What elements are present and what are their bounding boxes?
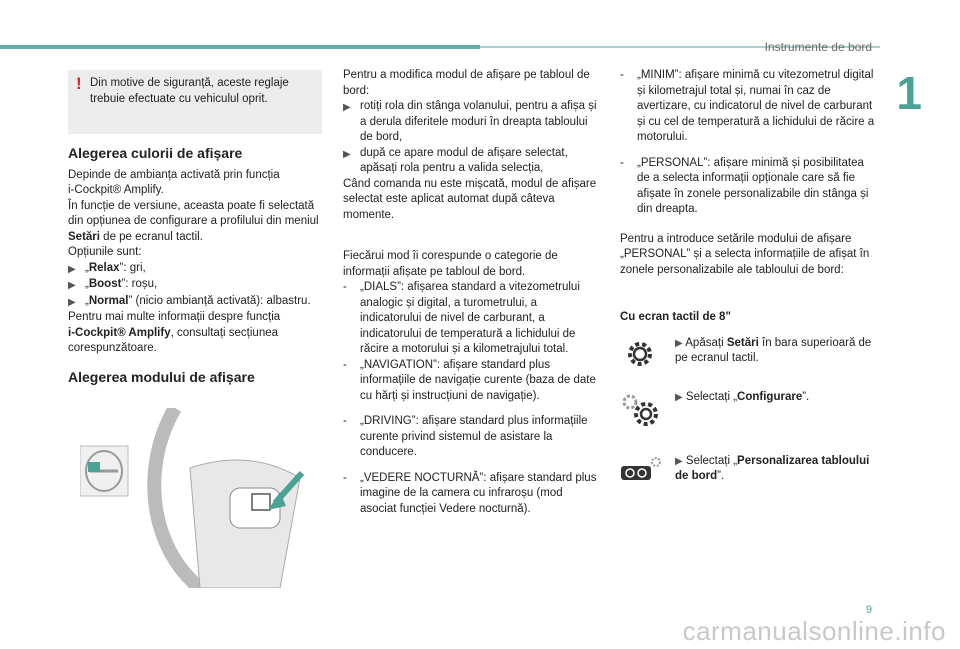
column-3 <box>620 68 876 514</box>
option-relax: ▶ „Relax”: gri, <box>68 261 322 278</box>
dashboard-icon <box>620 454 664 484</box>
more-info: Pentru mai multe informații despre funcția i-Cockpit® Amplify, consultați secțiunea corespunzătoare. <box>68 311 281 354</box>
modes-intro: Fiecărui mod îi corespunde o categorie de informații afișate pe tabloul de bord. <box>343 250 558 278</box>
column-2 <box>343 68 599 517</box>
step-press: ▶ după ce apare modul de afișare selectat, apăsați rola pentru a valida selecția, <box>343 146 568 174</box>
steering-wheel-illustration <box>80 408 322 588</box>
mode-night-vision: - „VEDERE NOCTURNĂ”: afișare standard plus imagine de la camera cu infraroșu (mod asociat funcției Vedere nocturnă). <box>343 471 597 515</box>
mode-personal: - „PERSONAL”: afișare minimă și posibilitatea de a selecta informații opționale care să fie afișate în zonele personalizabile din stânga și din dreapta. <box>620 156 869 215</box>
personal-intro: Pentru a introduce setările modului de afișare „PERSONAL” și a selecta informațiile de afișat în zonele personalizabile ale tabloului de bord: <box>620 232 870 276</box>
p1b: i-Cockpit® Amplify. <box>68 184 164 196</box>
bullet-icon: ▶ <box>68 296 76 308</box>
warning-icon: ! <box>76 74 82 93</box>
warning-text: Din motive de siguranță, aceste reglaje trebuie efectuate cu vehiculul oprit. <box>90 77 289 105</box>
heading-color: Alegerea culorii de afișare <box>68 145 243 161</box>
mode-navigation: - „NAVIGATION”: afișare standard plus informațiile de navigație curente (baza de date cu hărți și instrucțiuni de navigație). <box>343 358 596 402</box>
bullet-icon: ▶ <box>68 280 76 291</box>
step-configure: ▶ Selectați „Configurare”. <box>620 390 876 450</box>
mode-minim: - „MINIM”: afișare minimă cu vitezometrul digital și kilometrajul total și, numai în caz de avertizare, cu indicatorul de nivel de carburant și cu cel de temperatură a lichidului de răcire a motorului. <box>620 69 875 143</box>
safety-warning-box <box>68 70 322 134</box>
gears-icon <box>620 390 664 430</box>
page-number: 9 <box>865 604 872 616</box>
thumbnail-highlight <box>88 462 100 472</box>
column-1 <box>68 70 322 385</box>
option-normal: ▶ „Normal” (nicio ambianță activată): albastru. <box>68 294 322 311</box>
step-personalize: ▶ Selectați „Personalizarea tabloului de bord”. <box>620 454 876 514</box>
option-boost: ▶ „Boost”: roșu, <box>68 277 322 294</box>
p2: În funcție de versiune, aceasta poate fi selectată din opțiunea de configurare a profilului din meniul Setări de pe ecranul tactil. <box>68 199 319 243</box>
header-accent-bar <box>0 45 480 49</box>
intro: Pentru a modifica modul de afișare pe tabloul de bord: <box>343 69 590 97</box>
screen-heading: Cu ecran tactil de 8" <box>620 311 731 323</box>
auto-apply: Când comanda nu este mișcată, modul de afișare selectat este aplicat automat după câteva momente. <box>343 177 597 221</box>
step-rotate: ▶ rotiți rola din stânga volanului, pentru a afișa și a derula diferitele moduri în dreapta tabloului de bord, <box>343 100 597 143</box>
chapter-number: 1 <box>896 67 922 119</box>
p1a: Depinde de ambianța activată prin funcția <box>68 168 280 181</box>
options-label: Opțiunile sunt: <box>68 246 142 258</box>
gear-icon <box>620 336 656 372</box>
bullet-icon: ▶ <box>68 263 76 275</box>
mode-driving: - „DRIVING”: afișare standard plus informațiile curente privind sistemul de asistare la conducere. <box>343 415 588 458</box>
step-settings: ▶ Apăsați Setări în bara superioară de pe ecranul tactil. <box>620 336 876 396</box>
mode-dials: - „DIALS”: afișarea standard a vitezometrului analogic și digital, a turometrului, a indicatorului de nivel de carburant, a indicatorului de temperatură a lichidului de răcire a motorului și a kilometrajului total. <box>343 281 580 355</box>
watermark: carmanualsonline.info <box>682 616 946 646</box>
heading-mode: Alegerea modului de afișare <box>68 368 255 385</box>
section-title: Instrumente de bord <box>764 40 872 54</box>
